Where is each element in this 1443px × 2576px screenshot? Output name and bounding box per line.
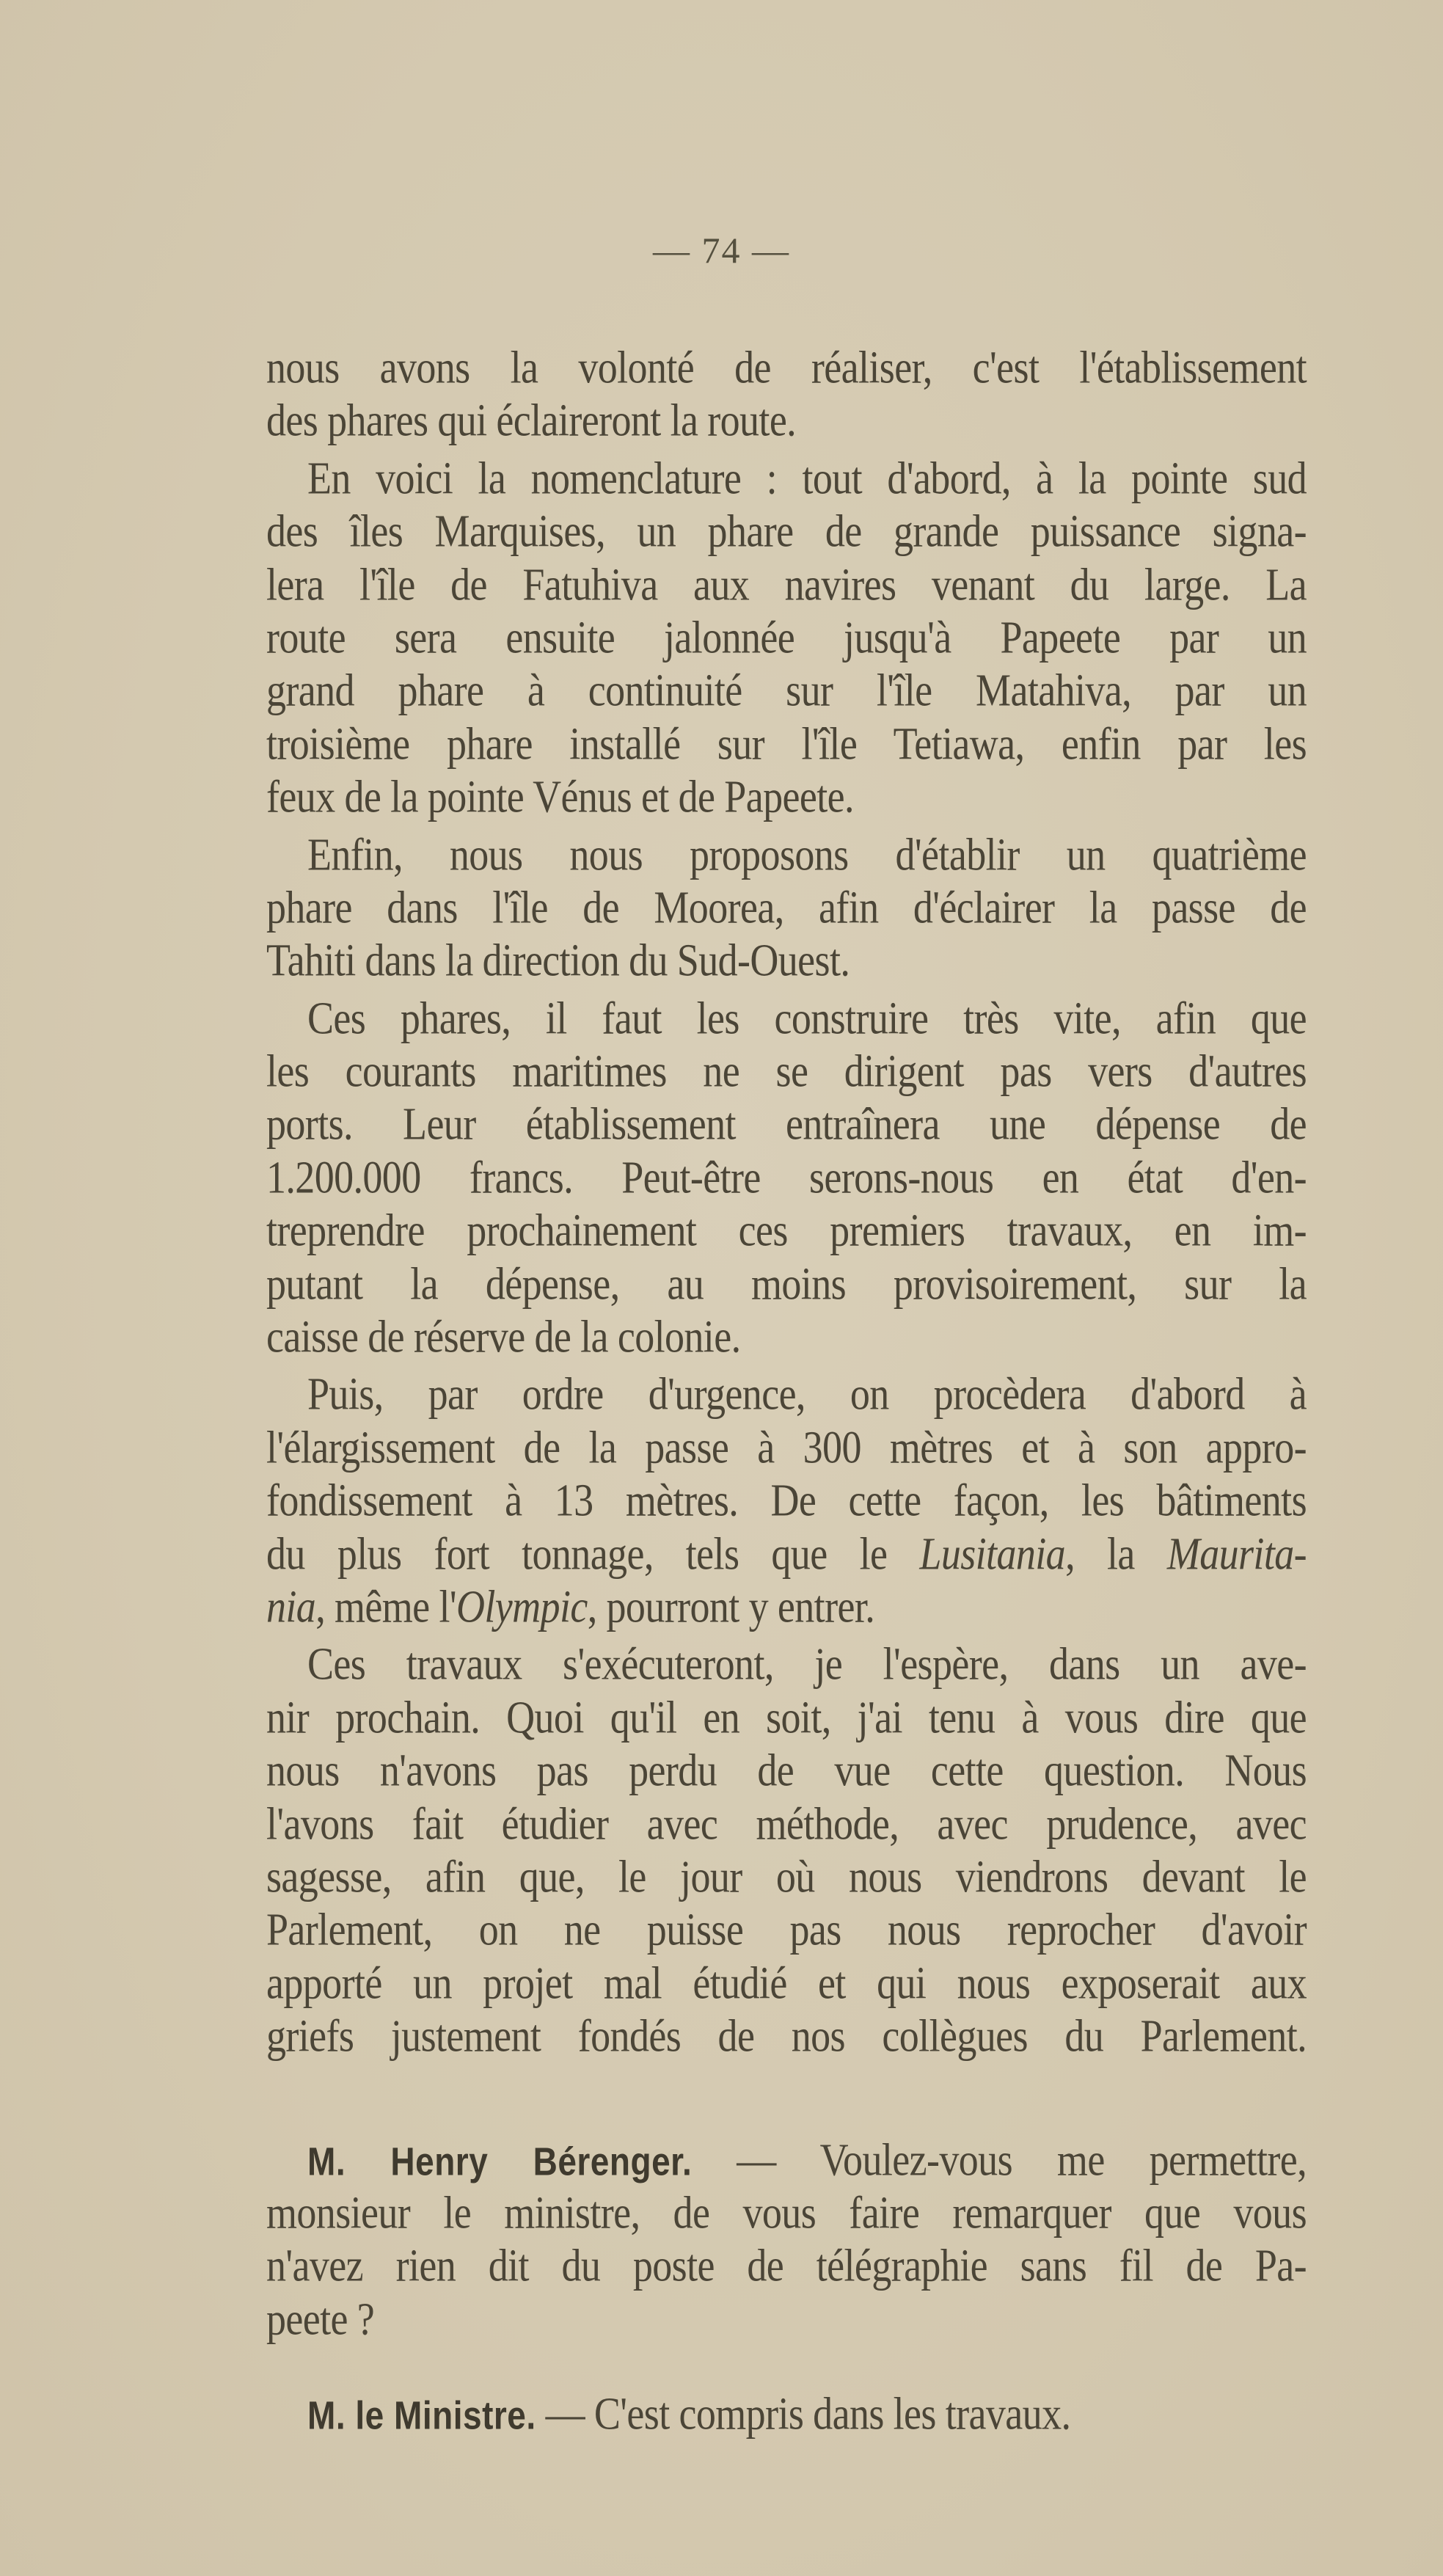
paragraph: [266, 829, 1307, 988]
text-line: [266, 1740, 1307, 1801]
text-segment: Ces phares, il faut les construire très vite, afin que: [307, 992, 1307, 1044]
text-segment: Ces travaux s'exécuteront, je l'espère, dans un ave-: [307, 1638, 1307, 1690]
text-line: [266, 1094, 1307, 1156]
text-line: [266, 1523, 1307, 1585]
text-segment: Parlement, on ne puisse pas nous reprocher d'avoir: [266, 1904, 1307, 1955]
text-line: [266, 1793, 1307, 1855]
text-line: [266, 824, 1307, 886]
text-line: [266, 554, 1307, 616]
text-segment: grand phare à continuité sur l'île Matahiva, par un: [266, 665, 1307, 716]
text-segment: sagesse, afin que, le jour où nous viendrons devant le: [266, 1850, 1307, 1902]
text-segment: route sera ensuite jalonnée jusqu'à Papeete par un: [266, 611, 1307, 663]
page-number: — 74 —: [653, 230, 790, 271]
text-line: [266, 1306, 1307, 1368]
text-segment: griefs justement fondés de nos collègues du Parlement.: [266, 2010, 1307, 2062]
text-segment: , même l': [315, 1580, 456, 1632]
text-line: [266, 500, 1307, 562]
text-segment: En voici la nomenclature : tout d'abord, à la pointe sud: [307, 452, 1307, 504]
text-line: [266, 2235, 1307, 2296]
text-segment: apporté un projet mal étudié et qui nous exposerait aux: [266, 1957, 1307, 2009]
text-segment: du plus fort tonnage, tels que le: [266, 1528, 920, 1580]
ship-name-italic: nia: [266, 1580, 316, 1632]
text-line: [266, 1363, 1307, 1425]
paragraph: [266, 453, 1307, 825]
text-line: [266, 2383, 1307, 2445]
text-segment: peete ?: [266, 2293, 375, 2345]
text-segment: caisse de réserve de la colonie.: [266, 1311, 741, 1362]
ship-name-italic: Maurita-: [1166, 1528, 1307, 1580]
text-line: [266, 2129, 1307, 2191]
text-segment: Enfin, nous nous proposons d'établir un quatrième: [307, 828, 1307, 880]
text-line: [266, 390, 1307, 451]
text-line: [266, 660, 1307, 721]
text-segment: ports. Leur établissement entraînera une dépense de: [266, 1098, 1307, 1150]
text-segment: l'élargissement de la passe à 300 mètres et à son appro-: [266, 1421, 1307, 1473]
text-line: [266, 930, 1307, 991]
text-line: [266, 766, 1307, 828]
ship-name-italic: Lusitania: [919, 1528, 1066, 1580]
ship-name-italic: Olympic: [456, 1580, 588, 1632]
text-segment: 1.200.000 francs. Peut-être serons-nous en état d'en-: [266, 1151, 1307, 1203]
speaker-name: M. le Ministre.: [307, 2393, 536, 2438]
text-segment: — Voulez-vous me permettre,: [692, 2134, 1307, 2186]
text-line: [266, 1576, 1307, 1638]
text-line: [266, 2005, 1307, 2067]
text-segment: Tahiti dans la direction du Sud-Ouest.: [266, 935, 850, 986]
text-segment: l'avons fait étudier avec méthode, avec prudence, avec: [266, 1798, 1307, 1850]
text-segment: monsieur le ministre, de vous faire remarquer que vous: [266, 2186, 1307, 2239]
text-segment: n'avez rien dit du poste de télégraphie sans fil de Pa-: [266, 2240, 1307, 2291]
text-line: [266, 1633, 1307, 1695]
speaker-paragraph: [266, 2388, 1307, 2441]
text-segment: nous avons la volonté de réaliser, c'est l'établissement: [266, 342, 1307, 393]
text-segment: Puis, par ordre d'urgence, on procèdera d'abord à: [307, 1368, 1307, 1420]
text-segment: les courants maritimes ne se dirigent pas vers d'autres: [266, 1046, 1307, 1097]
text-segment: , pourront y entrer.: [587, 1580, 875, 1632]
document-body: [266, 337, 1307, 2441]
text-segment: nous n'avons pas perdu de vue cette question. Nous: [266, 1745, 1307, 1796]
text-segment: lera l'île de Fatuhiva aux navires venant du large. La: [266, 558, 1307, 610]
text-segment: nir prochain. Quoi qu'il en soit, j'ai tenu à vous dire que: [266, 1691, 1307, 1743]
paragraph: [266, 1638, 1307, 2063]
text-segment: feux de la pointe Vénus et de Papeete.: [266, 771, 854, 822]
text-segment: putant la dépense, au moins provisoirement, sur la: [266, 1258, 1307, 1310]
speaker-name: M. Henry Bérenger.: [307, 2139, 693, 2183]
text-segment: fondissement à 13 mètres. De cette façon, les bâtiments: [266, 1475, 1307, 1526]
text-segment: des phares qui éclaireront la route.: [266, 395, 797, 447]
text-line: [266, 2288, 1307, 2350]
text-line: [266, 1899, 1307, 1960]
text-segment: phare dans l'île de Moorea, afin d'éclairer la passe de: [266, 881, 1307, 933]
text-segment: , la: [1065, 1528, 1167, 1580]
text-segment: des îles Marquises, un phare de grande puissance signa-: [266, 506, 1307, 557]
text-segment: — C'est compris dans les travaux.: [536, 2388, 1071, 2440]
text-segment: treprendre prochainement ces premiers travaux, en im-: [266, 1205, 1307, 1256]
text-segment: troisième phare installé sur l'île Tetiawa, enfin par les: [266, 718, 1307, 770]
paragraph: [266, 342, 1307, 448]
text-line: [266, 1200, 1307, 1261]
paragraph: [266, 993, 1307, 1365]
paragraph: [266, 1368, 1307, 1634]
text-line: [266, 1470, 1307, 1531]
speaker-paragraph: [266, 2134, 1307, 2347]
